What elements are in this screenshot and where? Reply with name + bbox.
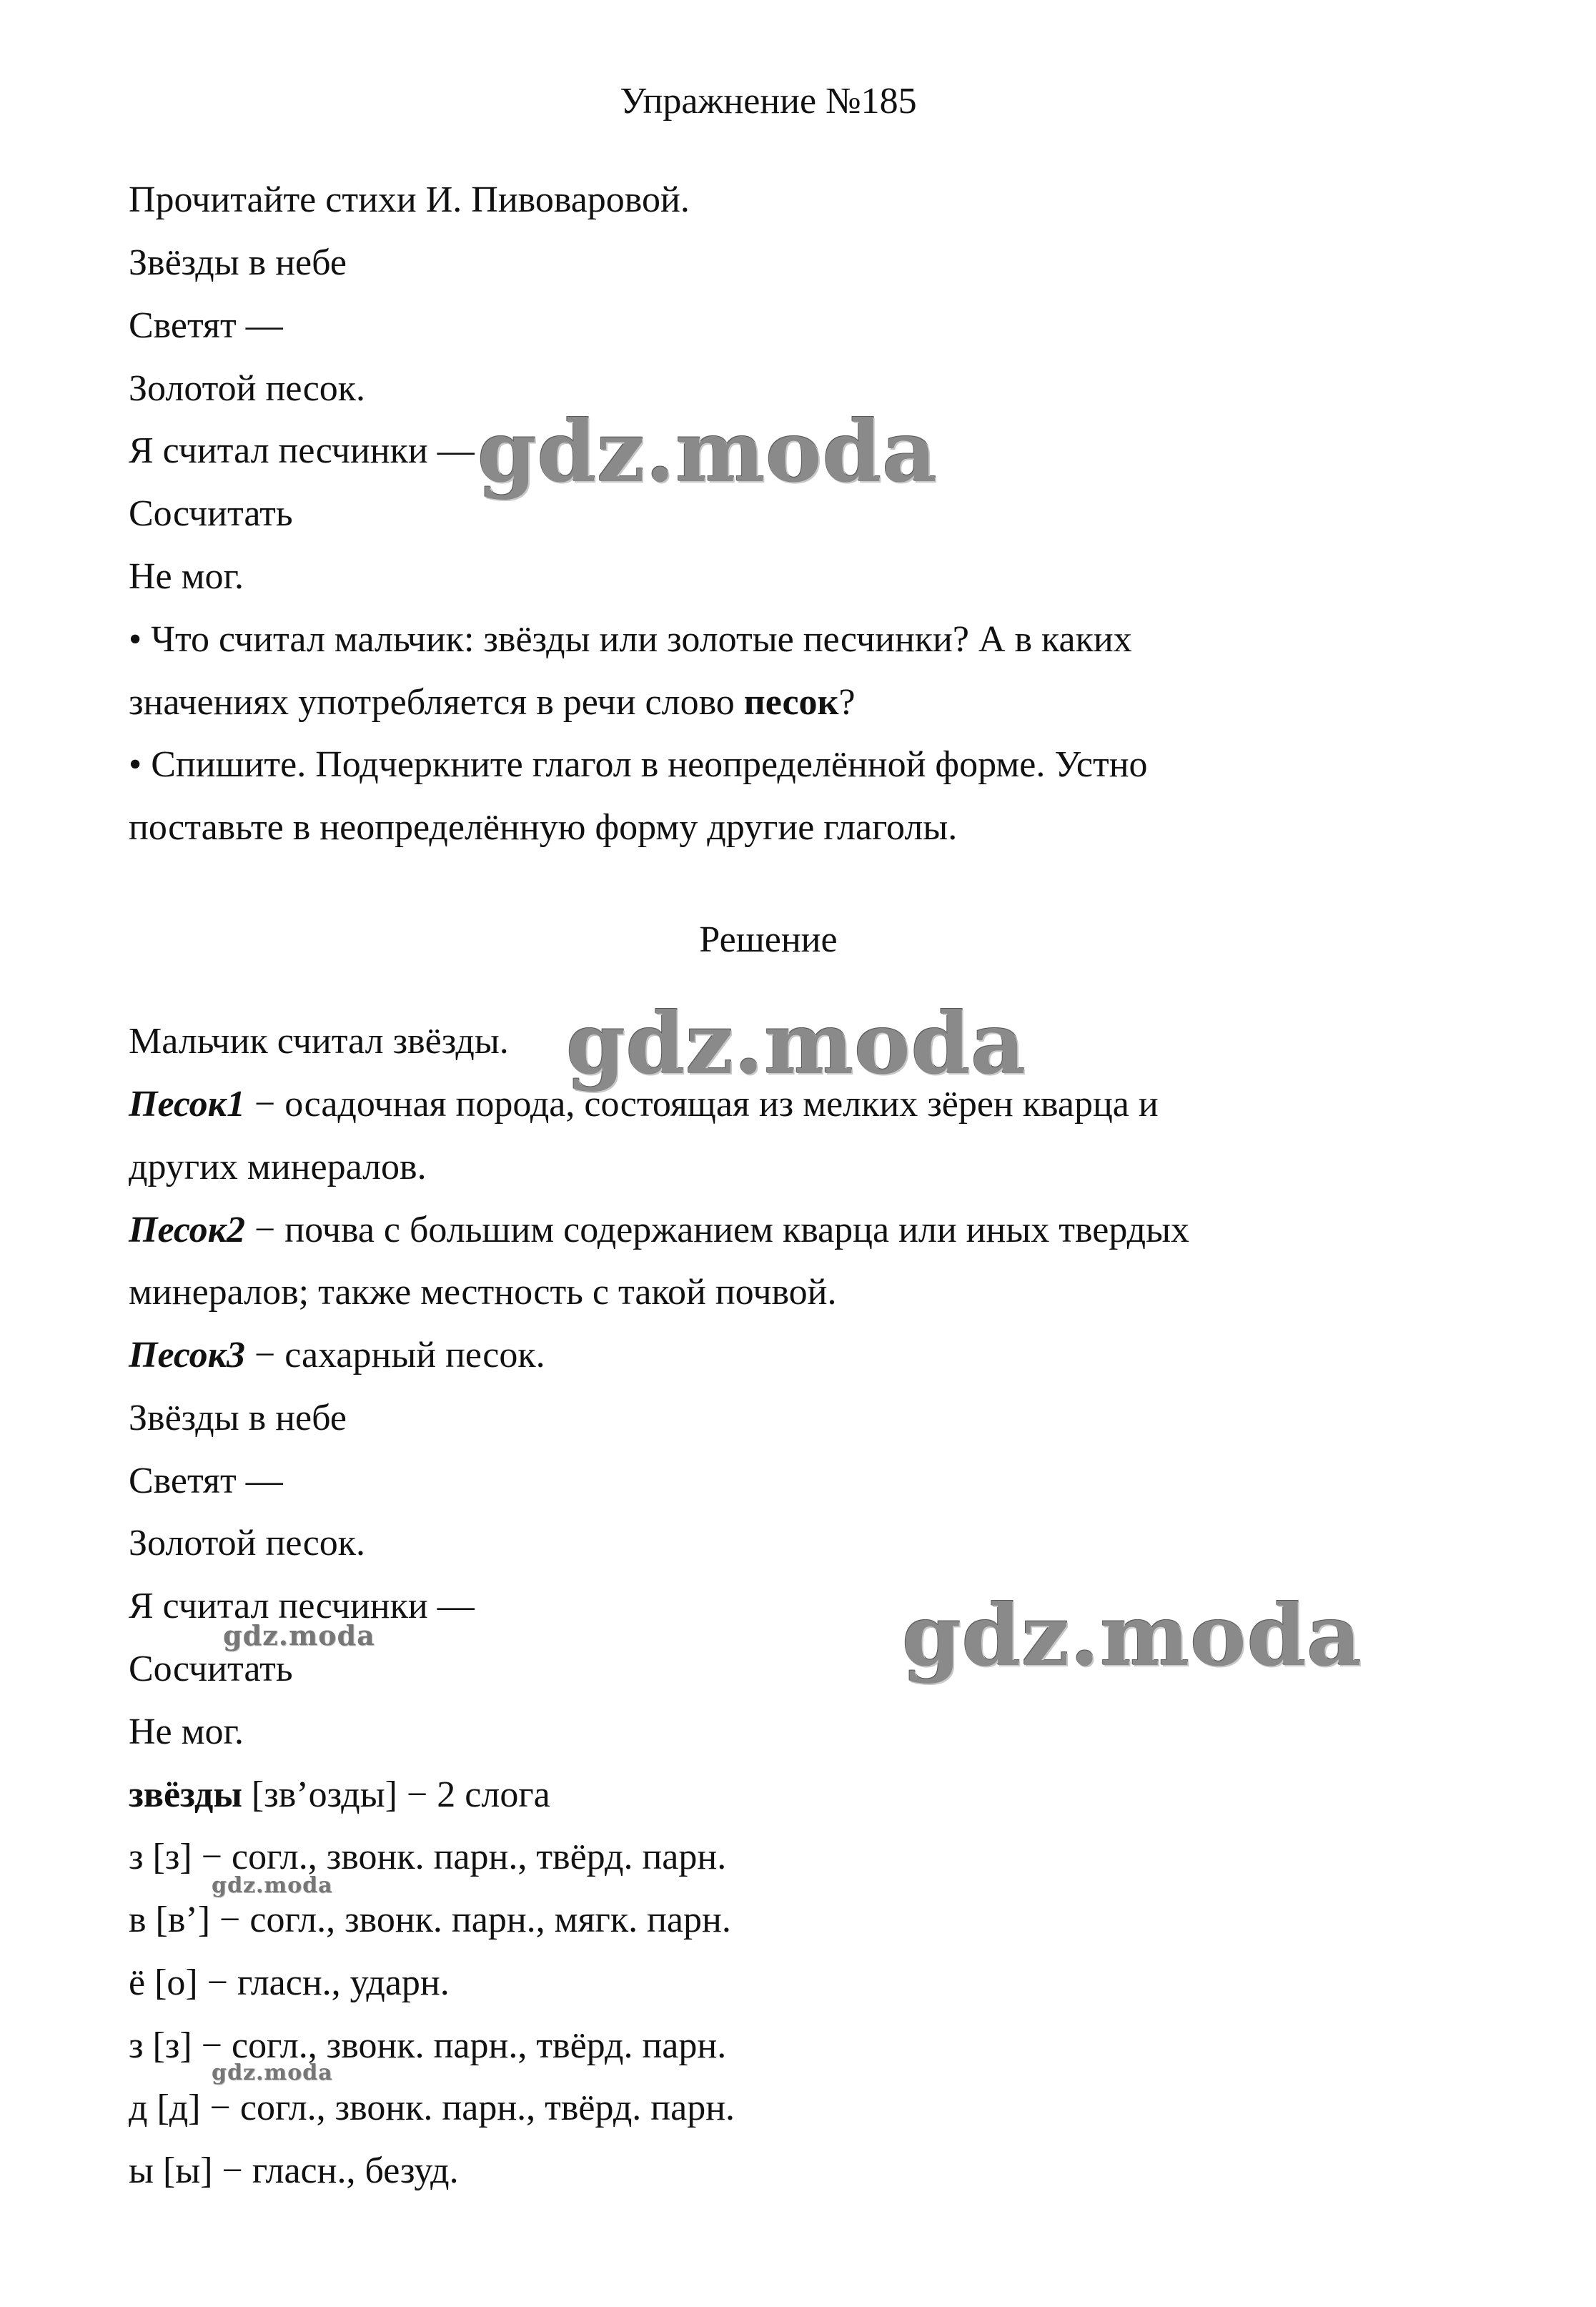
meaning-3: Песок3 − сахарный песок. — [129, 1335, 545, 1375]
watermark-logo: gdz.moda — [477, 402, 938, 501]
solution-poem-line: Золотой песок. — [129, 1523, 366, 1563]
meaning-1-cont: других минералов. — [129, 1147, 427, 1187]
phonetic-row: в [в’] − согл., звонк. парн., мягк. парн. — [129, 1900, 731, 1940]
phonetic-row: з [з] − согл., звонк. парн., твёрд. парн. — [129, 2025, 727, 2066]
poem-line: Светят — — [129, 305, 283, 346]
watermark-logo: gdz.moda — [223, 1619, 375, 1651]
phonetic-row: ы [ы] − гласн., безуд. — [129, 2150, 459, 2191]
solution-poem-line: Не мог. — [129, 1711, 244, 1752]
exercise-title: Упражнение №185 — [620, 81, 917, 122]
solution-heading: Решение — [699, 919, 838, 960]
watermark-logo: gdz.moda — [212, 1873, 333, 1898]
poem-line: Я считал песчинки — — [129, 430, 475, 471]
word-transcription: звёзды [зв’озды] − 2 слога — [129, 1774, 550, 1815]
question-2-line-1: • Спишите. Подчеркните глагол в неопределённой форме. Устно — [129, 744, 1148, 785]
watermark-logo: gdz.moda — [902, 1586, 1362, 1685]
question-1-line-1: • Что считал мальчик: звёзды или золотые песчинки? А в каких — [129, 619, 1132, 660]
bold-word: песок — [743, 682, 839, 723]
watermark-logo: gdz.moda — [566, 994, 1026, 1093]
poem-line: Сосчитать — [129, 493, 293, 534]
poem-line: Звёзды в небе — [129, 242, 347, 283]
phonetic-row: ё [о] − гласн., ударн. — [129, 1962, 450, 2003]
question-2-line-2: поставьте в неопределённую форму другие глаголы. — [129, 807, 958, 848]
solution-poem-line: Я считал песчинки — — [129, 1586, 475, 1626]
meaning-2: Песок2 − почва с большим содержанием кварца или иных твердых — [129, 1210, 1190, 1250]
solution-poem-line: Сосчитать — [129, 1649, 293, 1689]
phonetic-row: з [з] − согл., звонк. парн., твёрд. парн. — [129, 1837, 727, 1877]
meaning-2-cont: минералов; также местность с такой почвой. — [129, 1272, 837, 1313]
phonetic-row: д [д] − согл., звонк. парн., твёрд. парн. — [129, 2088, 735, 2128]
meaning-1: Песок1 − осадочная порода, состоящая из мелких зёрен кварца и — [129, 1084, 1159, 1125]
question-1-line-2: значениях употребляется в речи слово песок? — [129, 682, 856, 723]
poem-line: Не мог. — [129, 556, 244, 597]
solution-poem-line: Звёзды в небе — [129, 1398, 347, 1438]
solution-poem-line: Светят — — [129, 1461, 283, 1501]
poem-line: Золотой песок. — [129, 368, 366, 409]
watermark-logo: gdz.moda — [212, 2060, 333, 2085]
solution-answer: Мальчик считал звёзды. — [129, 1021, 509, 1062]
task-intro: Прочитайте стихи И. Пивоваровой. — [129, 179, 690, 220]
